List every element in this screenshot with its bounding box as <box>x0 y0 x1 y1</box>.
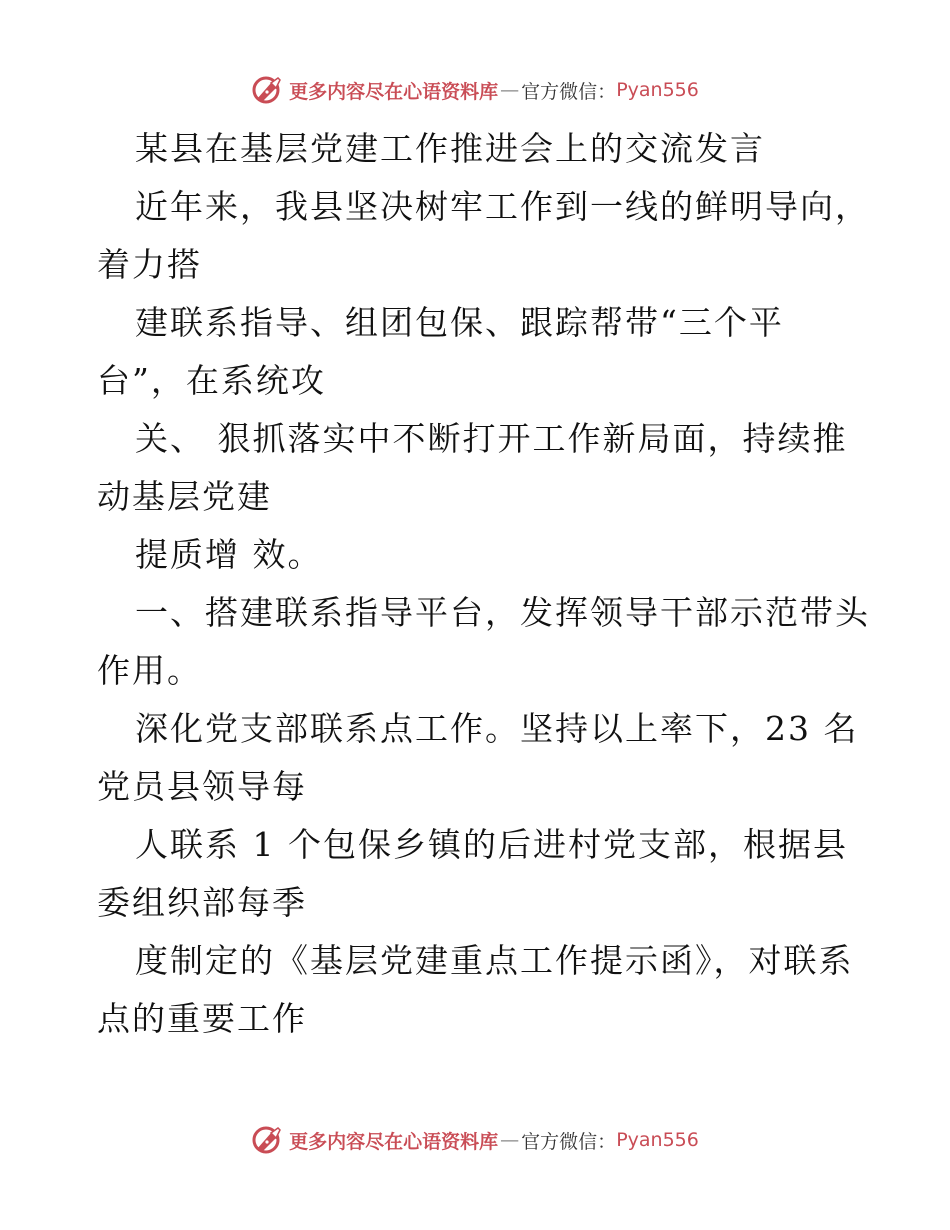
pen-nib-logo-icon <box>251 75 283 105</box>
paragraph-line: 台”，在系统攻 <box>97 361 326 400</box>
paragraph-line: 近年来，我县坚决树牢工作到一线的鲜明导向， <box>135 187 870 226</box>
watermark-text: 更多内容尽在心语资料库 <box>289 1130 499 1153</box>
document-title: 某县在基层党建工作推进会上的交流发言 <box>135 129 765 168</box>
watermark-contact-id: Pyan556 <box>616 79 699 101</box>
watermark-dash: — <box>500 1129 520 1151</box>
paragraph-line: 度制定的《基层党建重点工作提示函》，对联系 <box>135 941 854 980</box>
document-body <box>97 120 870 1048</box>
footer-watermark <box>0 1125 950 1155</box>
watermark-contact-label: 官方微信： <box>521 80 617 103</box>
paragraph-line: 党员县领导每 <box>97 767 307 806</box>
paragraph-line: 点的重要工作 <box>97 999 307 1038</box>
paragraph-line: 建联系指导、组团包保、跟踪帮带“三个平 <box>135 303 784 342</box>
watermark-contact-label: 官方微信： <box>521 1130 617 1153</box>
header-watermark <box>0 75 950 105</box>
paragraph-line: 关、 狠抓落实中不断打开工作新局面，持续推 <box>135 419 848 458</box>
pen-nib-logo-icon <box>251 1125 283 1155</box>
paragraph-line: 委组织部每季 <box>97 883 307 922</box>
paragraph-line: 人联系 1 个包保乡镇的后进村党支部，根据县 <box>135 825 848 864</box>
paragraph-line: 动基层党建 <box>97 477 272 516</box>
section-heading-continued: 作用。 <box>97 651 202 690</box>
section-heading: 一、搭建联系指导平台，发挥领导干部示范带头 <box>135 593 870 632</box>
paragraph-line: 着力搭 <box>97 245 202 284</box>
watermark-text: 更多内容尽在心语资料库 <box>289 80 499 103</box>
watermark-contact-id: Pyan556 <box>616 1129 699 1151</box>
paragraph-line: 深化党支部联系点工作。坚持以上率下，23 名 <box>135 709 859 748</box>
watermark-dash: — <box>500 79 520 101</box>
paragraph-line: 提质增 效。 <box>135 535 323 574</box>
